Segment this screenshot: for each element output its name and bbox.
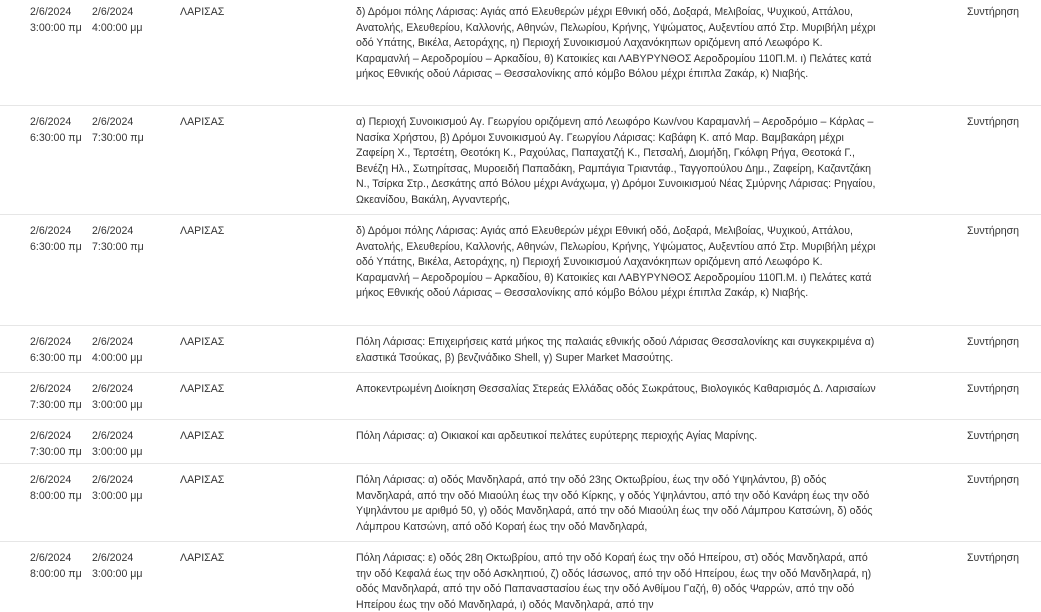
outage-reason: Συντήρηση bbox=[967, 474, 1020, 486]
affected-areas: δ) Δρόμοι πόλης Λάρισας: Αγιάς από Ελευθερών μέχρι Εθνική οδό, Δοξαρά, Μελιβοίας, Ψυχικού, Αττάλου, Ανατολής, Ελευθερίου, Καλλονής, Αθηνών, Πελωρίου, Κρήνης, Υψώματος, Αυξεντίου από Στρ. Μυριβήλη μέχρι οδό Υπάτης, Βικέλα, Αετοράχης, η) Περιοχή Συνοικισμού Λαχανόκηπων οριζόμενη από Λεωφόρο Κ. Καραμανλή – Αεροδρομίου – Αρκαδίου, θ) Κατοικίες και ΛΑΒΥΡΥΝΘΟΣ Αεροδρομίου 110Π.Μ. ι) Πελάτες κατά μήκος Εθνικής οδού Λάρισας – Θεσσαλονίκης από κόμβο Βόλου μέχρι έπιπλα Ζακάρ, κ) Νιαβής. bbox=[356, 6, 876, 81]
outage-reason: Συντήρηση bbox=[967, 6, 1020, 18]
start-datetime: 2/6/2024 6:30:00 πμ bbox=[30, 225, 82, 253]
region-name: ΛΑΡΙΣΑΣ bbox=[180, 336, 225, 348]
region-name: ΛΑΡΙΣΑΣ bbox=[180, 6, 225, 18]
affected-areas: δ) Δρόμοι πόλης Λάρισας: Αγιάς από Ελευθερών μέχρι Εθνική οδό, Δοξαρά, Μελιβοίας, Ψυχικού, Αττάλου, Ανατολής, Ελευθερίου, Καλλονής, Αθηνών, Πελωρίου, Κρήνης, Υψώματος, Αυξεντίου από Στρ. Μυριβήλη μέχρι οδό Υπάτης, Βικέλα, Αετοράχης, η) Περιοχή Συνοικισμού Λαχανόκηπων οριζόμενη από Λεωφόρο Κ. Καραμανλή – Αεροδρομίου – Αρκαδίου, θ) Κατοικίες και ΛΑΒΥΡΥΝΘΟΣ Αεροδρομίου 110Π.Μ. ι) Πελάτες κατά μήκος Εθνικής οδού Λάρισας – Θεσσαλονίκης από κόμβο Βόλου μέχρι έπιπλα Ζακάρ, κ) Νιαβής. bbox=[356, 225, 876, 300]
end-datetime: 2/6/2024 4:00:00 μμ bbox=[92, 336, 143, 364]
outage-reason: Συντήρηση bbox=[967, 116, 1020, 128]
affected-areas: Πόλη Λάρισας: Επιχειρήσεις κατά μήκος της παλαιάς εθνικής οδού Λάρισας Θεσσαλονίκης και συγκεκριμένα α) ελαστικά Τσούκας, β) βενζινάδικο Shell, γ) Super Market Μασούτης. bbox=[356, 336, 875, 364]
outage-reason: Συντήρηση bbox=[967, 552, 1020, 564]
start-datetime: 2/6/2024 8:00:00 πμ bbox=[30, 552, 82, 580]
region-name: ΛΑΡΙΣΑΣ bbox=[180, 474, 225, 486]
affected-areas: Πόλη Λάρισας: α) οδός Μανδηλαρά, από την οδό 23ης Οκτωβρίου, έως την οδό Υψηλάντου, β) οδός Μανδηλαρά, από την οδό Μιαούλη έως την οδό Κίρκης, γ οδός Υψηλάντου, από την οδό Κανάρη έως την οδό Υψηλάντου με αριθμό 50, γ) οδός Μανδηλαρά, από την οδό Μιαούλη έως την οδό Λάμπρου Κατσώνη, δ) οδός Λάμπρου Κατσώνη, από οδό Κοραή έως την οδό Μανδηλαρά, bbox=[356, 474, 873, 533]
affected-areas: Πόλη Λάρισας: ε) οδός 28η Οκτωβρίου, από την οδό Κοραή έως την οδό Ηπείρου, στ) οδός Μανδηλαρά, από την οδό Κεφαλά έως την οδό Ασκληπιού, ζ) οδός Ιάσωνος, από την οδό Ηπείρου, έως την οδό Μανδηλαρά, η) οδός Μανδηλαρά, από την οδό Παπαναστασίου έως την οδό Ανθίμου Γαζή, θ) οδός Ψαρρών, από την οδό Ηπείρου έως την οδό Μανδηλαρά, ι) οδός Μανδηλαρά, από την bbox=[356, 552, 872, 611]
affected-areas: α) Περιοχή Συνοικισμού Αγ. Γεωργίου οριζόμενη από Λεωφόρο Κων/νου Καραμανλή – Αεροδρόμιο – Κάρλας – Νασίκα Χρήστου, β) Δρόμοι Συνοικισμού Αγ. Γεωργίου Λάρισας: Καβάφη Κ. από Μαρ. Βαμβακάρη μέχρι Ζαφείρη Χ., Τερτσέτη, Θεοτόκη Κ., Ραχούλας, Παπαχατζή Κ., Πετσαλή, Διομήδη, Γκόλφη Ρήγα, Θεοτοκά Γ., Βενέζη Ηλ., Σωτηρίτσας, Μυροειδή Παπαδάκη, Ραμπάγια Τριαντάφ., Ταγγοπούλου Δημ., Ζαφείρη, Καζαντζάκη Ν., Τσίρκα Στρ., Δεσκάτης από Βόλου μέχρι Ανάχωμα, γ) Δρόμοι Συνοικισμού Νέας Σμύρνης Λάρισας: Ρηγαίου, Ωκεανίδου, Βακάλη, Αγναντερής, bbox=[356, 116, 876, 206]
region-name: ΛΑΡΙΣΑΣ bbox=[180, 116, 225, 128]
table-row bbox=[0, 420, 1041, 464]
end-datetime: 2/6/2024 3:00:00 μμ bbox=[92, 383, 143, 411]
start-datetime: 2/6/2024 6:30:00 πμ bbox=[30, 116, 82, 144]
end-datetime: 2/6/2024 7:30:00 πμ bbox=[92, 225, 144, 253]
outage-reason: Συντήρηση bbox=[967, 225, 1020, 237]
end-datetime: 2/6/2024 3:00:00 μμ bbox=[92, 430, 143, 458]
outage-reason: Συντήρηση bbox=[967, 383, 1020, 395]
table-row bbox=[0, 464, 1041, 542]
region-name: ΛΑΡΙΣΑΣ bbox=[180, 430, 225, 442]
start-datetime: 2/6/2024 7:30:00 πμ bbox=[30, 383, 82, 411]
table-row bbox=[0, 542, 1041, 612]
start-datetime: 2/6/2024 7:30:00 πμ bbox=[30, 430, 82, 458]
region-name: ΛΑΡΙΣΑΣ bbox=[180, 225, 225, 237]
start-datetime: 2/6/2024 8:00:00 πμ bbox=[30, 474, 82, 502]
end-datetime: 2/6/2024 3:00:00 μμ bbox=[92, 552, 143, 580]
start-datetime: 2/6/2024 3:00:00 πμ bbox=[30, 6, 82, 34]
table-row bbox=[0, 326, 1041, 373]
table-row bbox=[0, 373, 1041, 420]
end-datetime: 2/6/2024 7:30:00 πμ bbox=[92, 116, 144, 144]
end-datetime: 2/6/2024 3:00:00 μμ bbox=[92, 474, 143, 502]
table-row bbox=[0, 106, 1041, 215]
outage-reason: Συντήρηση bbox=[967, 336, 1020, 348]
region-name: ΛΑΡΙΣΑΣ bbox=[180, 552, 225, 564]
table-row bbox=[0, 0, 1041, 106]
affected-areas: Πόλη Λάρισας: α) Οικιακοί και αρδευτικοί πελάτες ευρύτερης περιοχής Αγίας Μαρίνης. bbox=[356, 430, 758, 442]
affected-areas: Αποκεντρωμένη Διοίκηση Θεσσαλίας Στερεάς Ελλάδας οδός Σωκράτους, Βιολογικός Καθαρισμός Δ. Λαρισαίων bbox=[356, 383, 876, 395]
region-name: ΛΑΡΙΣΑΣ bbox=[180, 383, 225, 395]
table-row bbox=[0, 215, 1041, 326]
outage-reason: Συντήρηση bbox=[967, 430, 1020, 442]
end-datetime: 2/6/2024 4:00:00 μμ bbox=[92, 6, 143, 34]
start-datetime: 2/6/2024 6:30:00 πμ bbox=[30, 336, 82, 364]
